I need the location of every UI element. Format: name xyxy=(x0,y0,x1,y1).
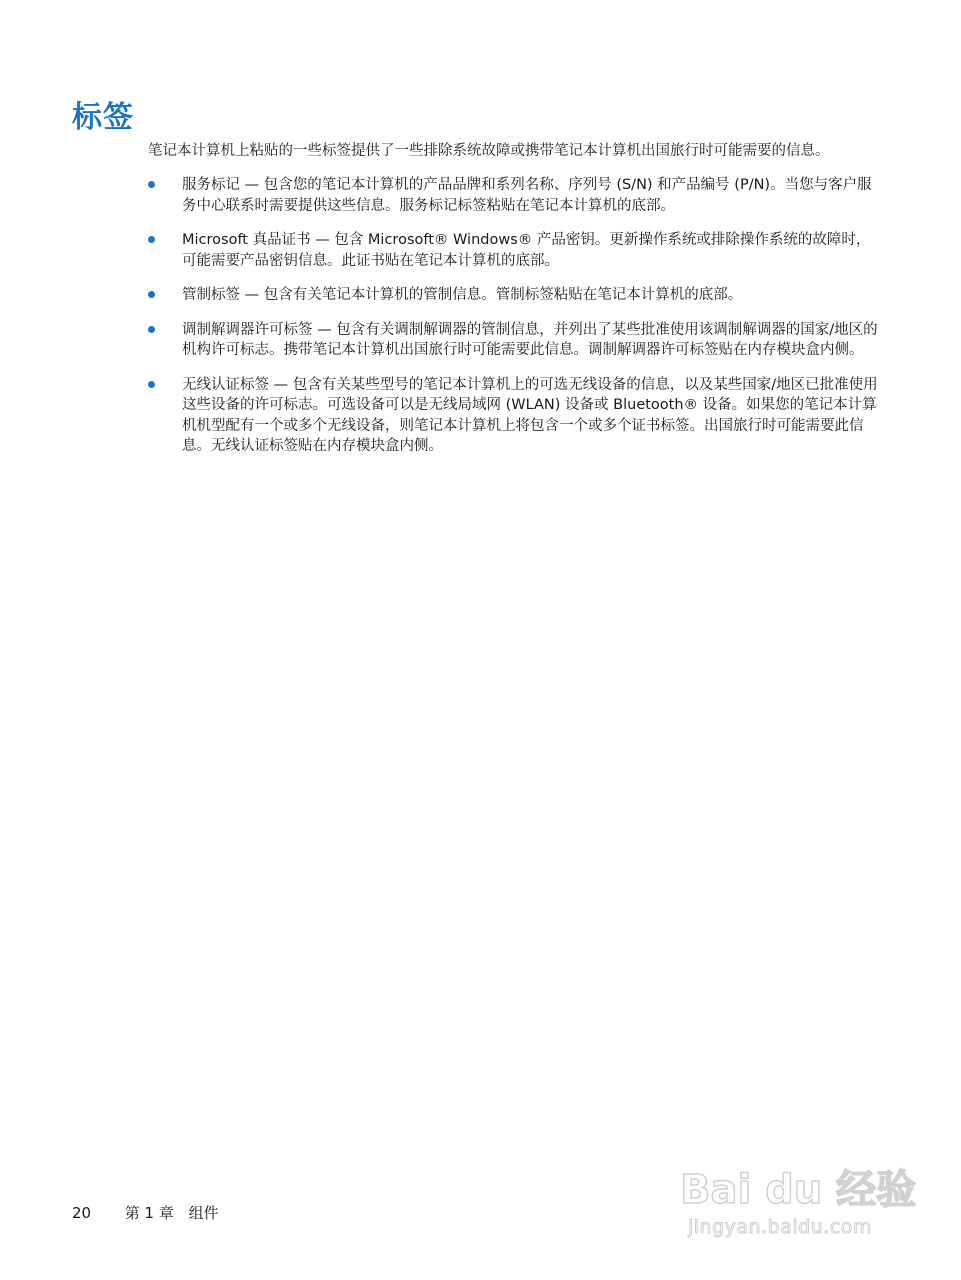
list-item-text: 调制解调器许可标签 — 包含有关调制解调器的管制信息，并列出了某些批准使用该调制解调器的国家/地区的机构许可标志。携带笔记本计算机出国旅行时可能需要此信息。调制解调器许可标签贴在内存模块盒内侧。 xyxy=(182,321,878,358)
bullet-icon xyxy=(148,326,155,333)
bullet-icon xyxy=(148,236,155,243)
list-item-text: Microsoft 真品证书 — 包含 Microsoft® Windows® 产品密钥。更新操作系统或排除操作系统的故障时，可能需要产品密钥信息。此证书贴在笔记本计算机的底部。 xyxy=(182,232,871,269)
label-bullet-list xyxy=(148,175,878,471)
intro-paragraph: 笔记本计算机上粘贴的一些标签提供了一些排除系统故障或携带笔记本计算机出国旅行时可能需要的信息。 xyxy=(148,143,830,159)
bullet-icon xyxy=(148,181,155,188)
baidu-watermark xyxy=(680,1140,920,1250)
bullet-icon xyxy=(148,381,155,388)
page-footer xyxy=(72,1202,219,1223)
watermark-logo: Bai du 经验 xyxy=(680,1167,917,1213)
chapter-label: 第 1 章 xyxy=(124,1204,174,1222)
page-title: 标签 xyxy=(72,100,134,135)
list-item-text: 管制标签 — 包含有关笔记本计算机的管制信息。管制标签粘贴在笔记本计算机的底部。 xyxy=(182,287,743,303)
list-item xyxy=(148,175,878,216)
page-number: 20 xyxy=(72,1204,92,1222)
list-item-text: 服务标记 — 包含您的笔记本计算机的产品品牌和系列名称、序列号 (S/N) 和产品编号 (P/N)。当您与客户服务中心联系时需要提供这些信息。服务标记标签粘贴在笔记本计算机的底部。 xyxy=(182,177,872,214)
list-item xyxy=(148,375,878,457)
watermark-url: jingyan.baidu.com xyxy=(688,1216,872,1238)
list-item xyxy=(148,285,878,306)
list-item xyxy=(148,320,878,361)
list-item-text: 无线认证标签 — 包含有关某些型号的笔记本计算机上的可选无线设备的信息，以及某些国家/地区已批准使用这些设备的许可标志。可选设备可以是无线局域网 (WLAN) 设备或 Bluetooth® 设备。如果您的笔记本计算机机型配有一个或多个无线设备，则笔记本计算机上将包含一个或多个证书标签。出国旅行时可能需要此信息。无线认证标签贴在内存模块盒内侧。 xyxy=(182,376,878,454)
bullet-icon xyxy=(148,291,155,298)
chapter-title: 组件 xyxy=(188,1204,219,1222)
list-item xyxy=(148,230,878,271)
